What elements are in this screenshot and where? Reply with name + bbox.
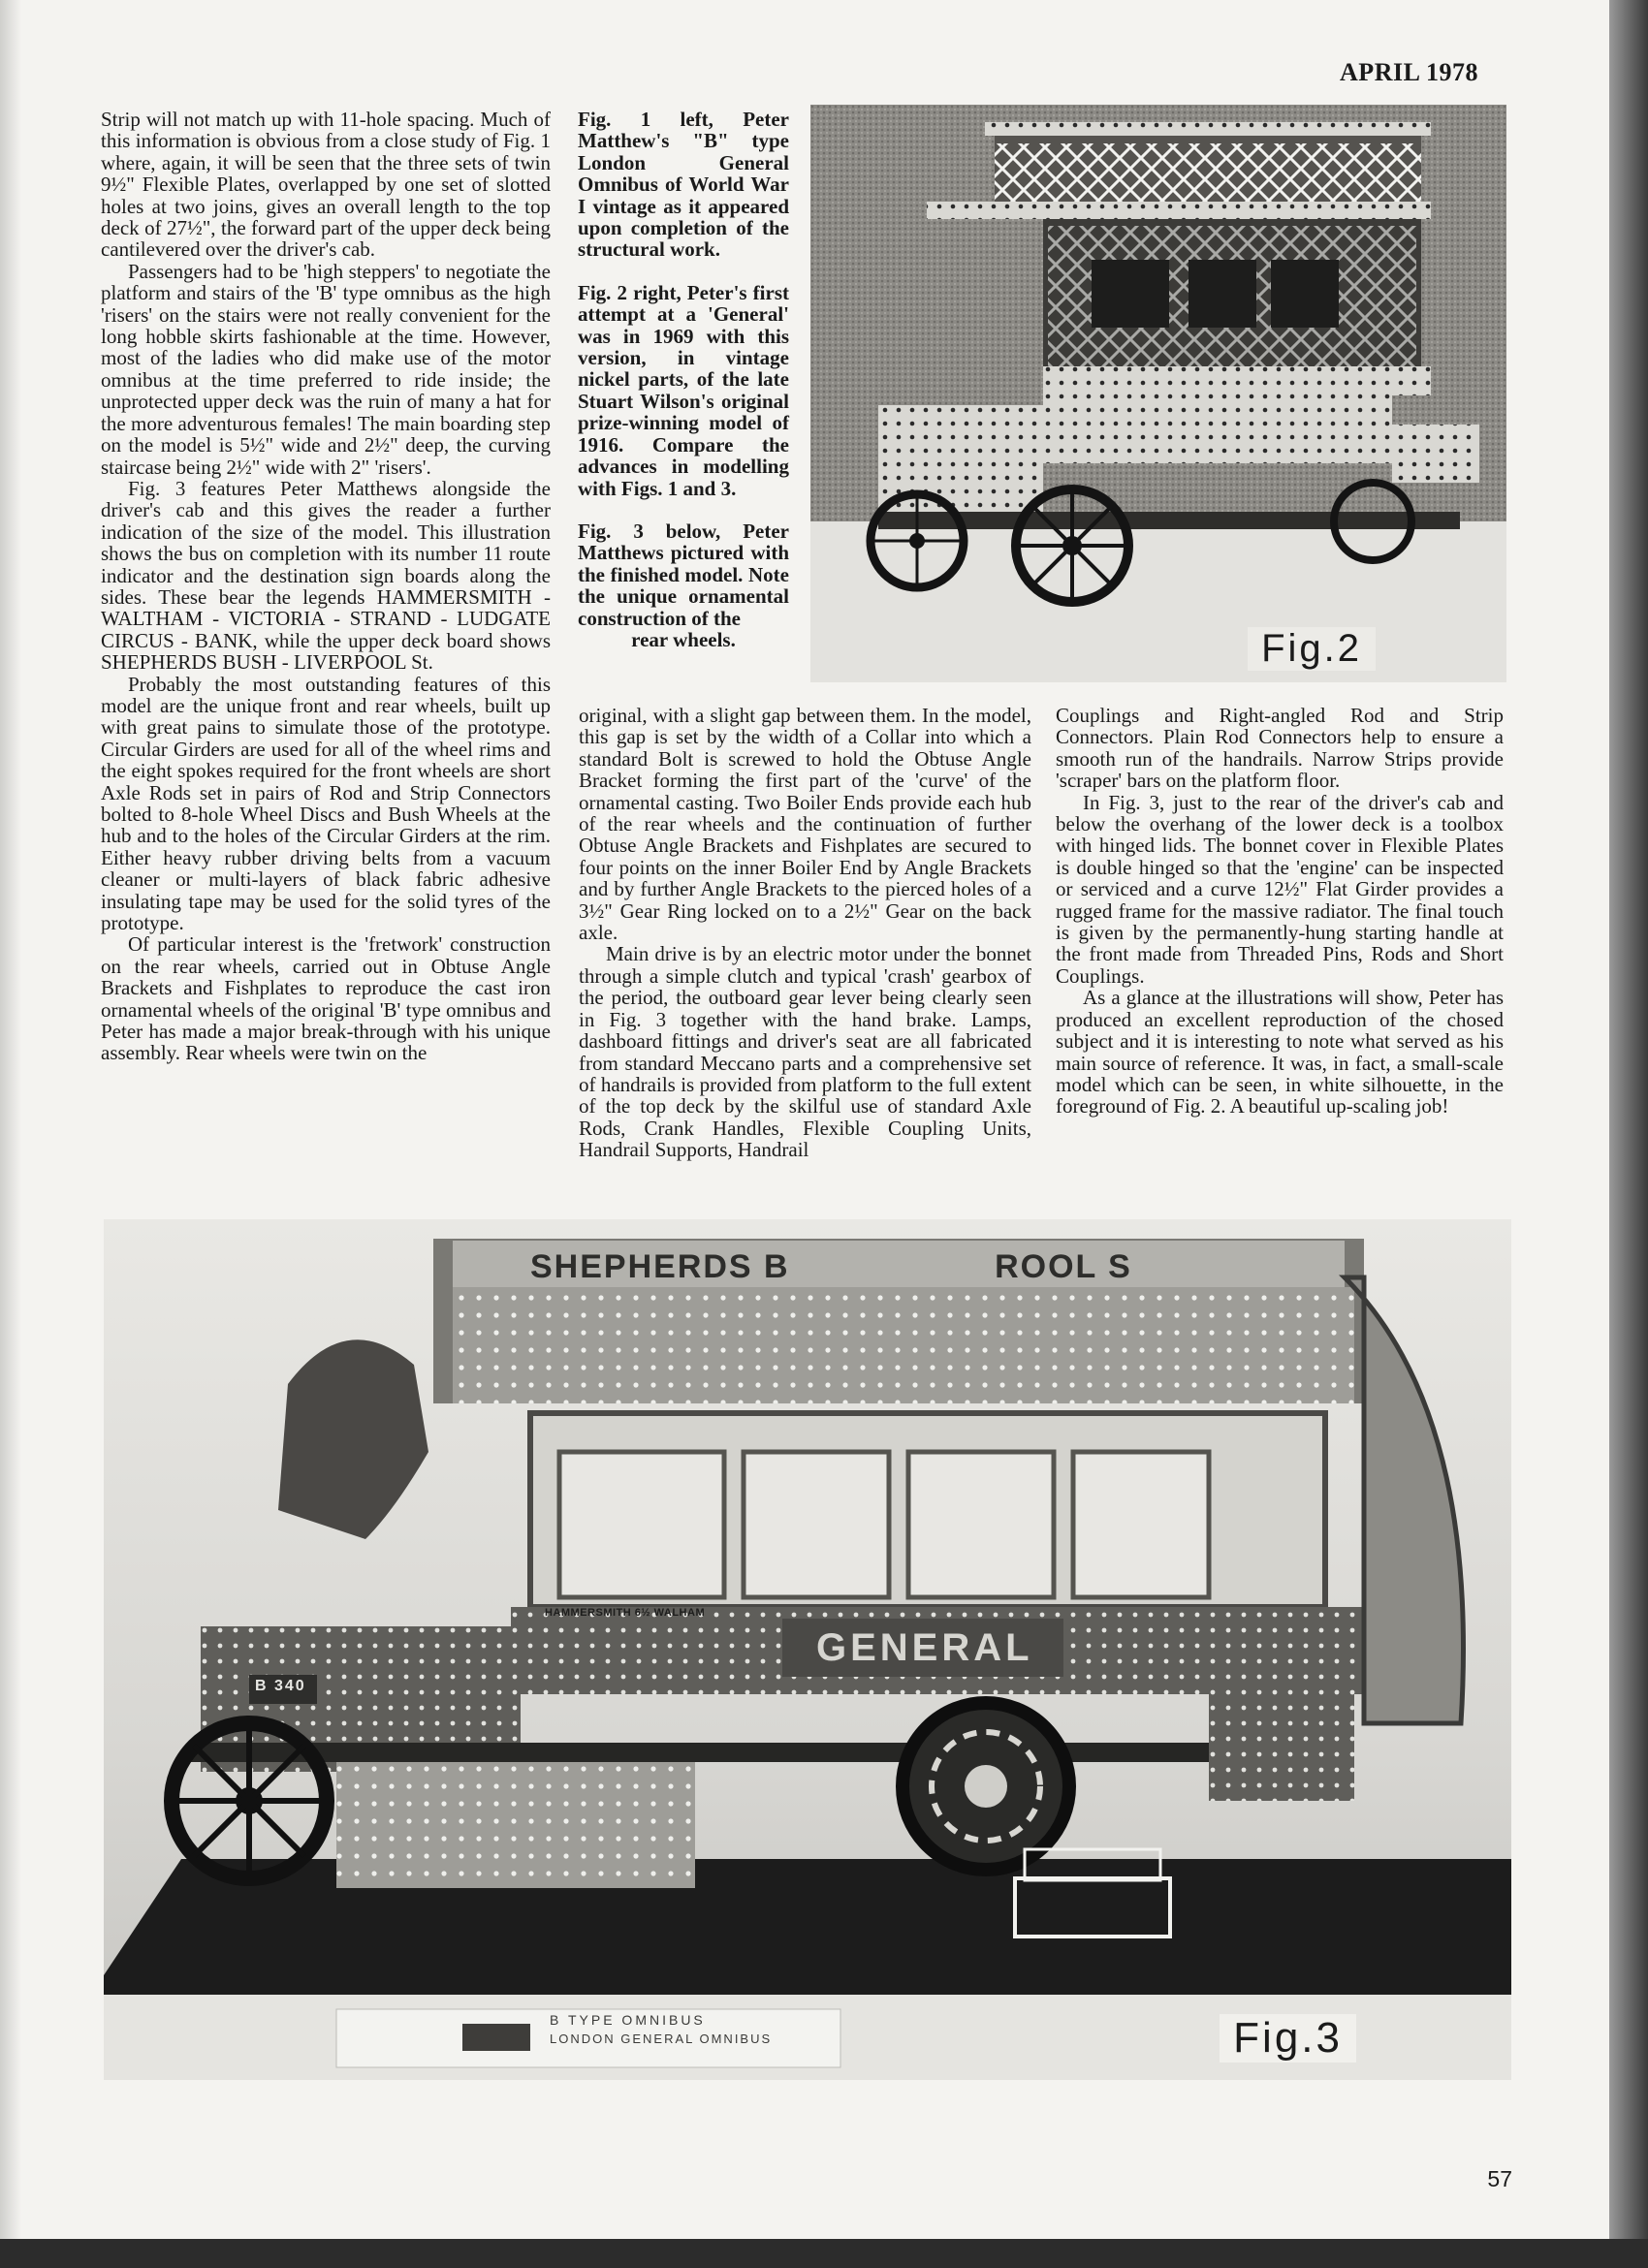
article-column-1 [101,109,551,1064]
paragraph: In Fig. 3, just to the rear of the driver's cab and below the overhang of the lower deck is a toolbox with hinged lids. The bonnet cover in Flexible Plates is double hinged so that the 'engine' can be inspected or serviced and a curve 12½" Flat Girder provides a rugged frame for the massive radiator. The final touch is given by the permanently-hung starting handle at the front made from Threaded Pins, Rods and Short Couplings. [1056,790,1504,988]
article-column-2 [579,705,1031,1161]
article-column-3 [1056,705,1504,1118]
figure-captions [578,109,789,672]
caption-fig2: Fig. 2 right, Peter's first attempt at a 'General' was in 1969 with this version, in vintage nickel parts, of the late Stuart Wilson's original prize-winning model of 1916. Compare the advances in modelling with Figs. 1 and 3. [578,280,789,500]
page-edge-shadow [1609,0,1648,2239]
paragraph: As a glance at the illustrations will show, Peter has produced an excellent reproduction of the chosed subject and it is interesting to note what served as his main source of reference. It was, in fact, a small-scale model which can be seen, in white silhouette, in the foreground of Fig. 2. A beautiful up-scaling job! [1056,986,1504,1118]
fig3-top-sign-tail: ROOL S [995,1248,1132,1285]
issue-date: APRIL 1978 [1340,58,1478,86]
fig3-label: Fig.3 [1220,2014,1356,2063]
fig3-side-sign: GENERAL [816,1626,1033,1669]
figure-3-photo [104,1219,1511,2080]
paragraph: Couplings and Right-angled Rod and Strip Connectors. Plain Rod Connectors help to ensure a smooth run of the handrails. Narrow Strips provide 'scraper' bars on the platform floor. [1056,704,1504,793]
page-number: 57 [1487,2166,1512,2191]
fig3-placard-line1: B TYPE OMNIBUS [550,2012,706,2028]
paragraph: Probably the most outstanding features of this model are the unique front and rear wheels, built up with great pains to simulate those of the prototype. Circular Girders are used for all of the wheel rims and the eight spokes required for the front wheels are short Axle Rods set in pairs of Rod and Strip Connectors bolted to 8-hole Wheel Discs and Bush Wheels at the hub and to the holes of the Circular Girders at the rim. Either heavy rubber driving belts from a vacuum cleaner or multi-layers of black fabric adhesive insulating tape may be used for the solid tyres of the prototype. [101,672,551,935]
paragraph: Main drive is by an electric motor under the bonnet through a simple clutch and typical 'crash' gearbox of the period, the outboard gear lever being clearly seen in Fig. 3 together with the hand brake. Lamps, dashboard fittings and driver's seat are all fabricated from standard Meccano parts and a comprehensive set of handrails is provided from platform to the full extent of the top deck by the skilful use of standard Axle Rods, Crank Handles, Flexible Coupling Units, Handrail Supports, Handrail [579,942,1031,1162]
fig3-route-board: HAMMERSMITH 6½ WALHAM [545,1607,706,1619]
paragraph: Strip will not match up with 11-hole spacing. Much of this information is obvious from a close study of Fig. 1 where, again, it will be seen that the three sets of twin 9½" Flexible Plates, overlapped by one set of slotted holes at two joins, gives an overall length to the top deck of 27½", the forward part of the upper deck being cantilevered over the driver's cab. [101,108,551,262]
fig3-number-plate: B 340 [255,1678,306,1694]
paragraph: Passengers had to be 'high steppers' to negotiate the platform and stairs of the 'B' type omnibus as the high 'risers' on the stairs were not really convenient for the long hobble skirts fashionable at the time. However, most of the ladies who did make use of the motor omnibus at the time preferred to ride inside; the unprotected upper deck was the ruin of many a hat for the more adventurous females! The main boarding step on the model is 5½" wide and 2½" deep, the curving staircase being 2½" wide with 2" 'risers'. [101,259,551,479]
fig2-bus-model-illustration [810,105,1506,682]
caption-fig1: Fig. 1 left, Peter Matthew's "B" type London General Omnibus of World War I vintage as it appeared upon completion of the structural work. [578,108,789,262]
caption-fig3-text: Fig. 3 below, Peter Matthews pictured with the finished model. Note the unique ornamental construction of the [578,519,789,630]
fig3-bus-model-illustration [104,1219,1511,2080]
fig2-label: Fig.2 [1248,627,1376,671]
caption-fig3 [578,520,789,650]
fig3-placard-line2: LONDON GENERAL OMNIBUS [550,2032,773,2046]
binding-shadow [0,0,21,2239]
paragraph: Of particular interest is the 'fretwork' construction on the rear wheels, carried out in Obtuse Angle Brackets and Fishplates to reproduce the cast iron ornamental wheels of the original 'B' type omnibus and Peter has made a major break-through with his unique assembly. Rear wheels were twin on the [101,932,551,1065]
paragraph: original, with a slight gap between them. In the model, this gap is set by the width of a Collar into which a standard Bolt is screwed to hold the Obtuse Angle Bracket forming the first part of the 'curve' of the ornamental casting. Two Boiler Ends provide each hub of the rear wheels and the continuation of further Obtuse Angle Brackets and Fishplates are secured to four points on the inner Boiler End by Angle Brackets and by further Angle Brackets to the pierced holes of a 3½" Gear Ring locked on to a 2½" Gear on the back axle. [579,704,1031,945]
paragraph: Fig. 3 features Peter Matthews alongside the driver's cab and this gives the reader a further indication of the size of the model. This illustration shows the bus on completion with its number 11 route indicator and the destination sign boards along the sides. These bear the legends HAMMERSMITH - WALTHAM - VICTORIA - STRAND - LUDGATE CIRCUS - BANK, while the upper deck board shows SHEPHERDS BUSH - LIVERPOOL St. [101,476,551,675]
fig3-top-sign-text: SHEPHERDS B [530,1248,790,1285]
scan-background [0,2239,1648,2268]
caption-fig3-end: rear wheels. [631,627,736,651]
figure-2-photo [810,105,1506,682]
fig3-top-sign [530,1248,1132,1286]
